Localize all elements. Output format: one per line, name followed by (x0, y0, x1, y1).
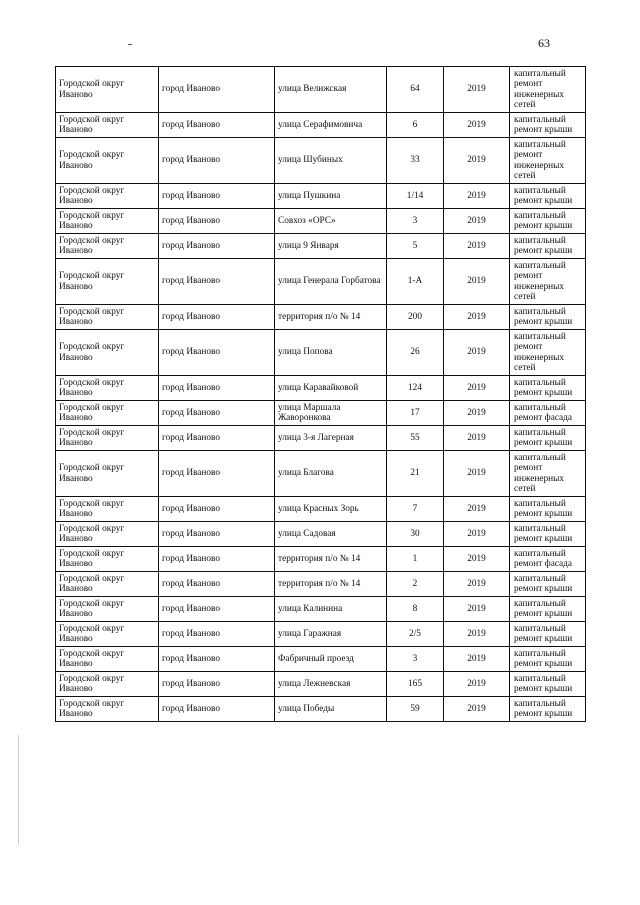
cell-city: город Иваново (159, 597, 275, 622)
cell-city: город Иваново (159, 522, 275, 547)
cell-work-type: капитальный ремонт крыши (510, 113, 586, 138)
cell-work-type: капитальный ремонт крыши (510, 184, 586, 209)
cell-house: 8 (387, 597, 444, 622)
scan-artifact (128, 44, 132, 45)
cell-street: улица Калинина (275, 597, 387, 622)
cell-year: 2019 (444, 697, 510, 722)
table-row (56, 672, 586, 697)
cell-street: Фабричный проезд (275, 647, 387, 672)
cell-street: улица Благова (275, 451, 387, 497)
cell-district: Городской округ Иваново (56, 547, 159, 572)
cell-street: улица Красных Зорь (275, 497, 387, 522)
cell-street: Совхоз «ОРС» (275, 209, 387, 234)
cell-year: 2019 (444, 426, 510, 451)
cell-city: город Иваново (159, 672, 275, 697)
cell-street: улица Лежневская (275, 672, 387, 697)
cell-street: территория п/о № 14 (275, 547, 387, 572)
cell-house: 30 (387, 522, 444, 547)
cell-year: 2019 (444, 647, 510, 672)
cell-work-type: капитальный ремонт крыши (510, 647, 586, 672)
cell-city: город Иваново (159, 305, 275, 330)
cell-street: улица Шубиных (275, 138, 387, 184)
cell-district: Городской округ Иваново (56, 330, 159, 376)
cell-year: 2019 (444, 184, 510, 209)
cell-year: 2019 (444, 572, 510, 597)
cell-work-type: капитальный ремонт крыши (510, 305, 586, 330)
cell-district: Городской округ Иваново (56, 597, 159, 622)
cell-house: 6 (387, 113, 444, 138)
cell-year: 2019 (444, 113, 510, 138)
repair-schedule-table (55, 66, 586, 722)
cell-work-type: капитальный ремонт инженерных сетей (510, 259, 586, 305)
cell-district: Городской округ Иваново (56, 234, 159, 259)
cell-district: Городской округ Иваново (56, 259, 159, 305)
table-row (56, 234, 586, 259)
cell-street: улица Садовая (275, 522, 387, 547)
cell-house: 3 (387, 647, 444, 672)
cell-work-type: капитальный ремонт крыши (510, 572, 586, 597)
cell-year: 2019 (444, 259, 510, 305)
cell-city: город Иваново (159, 184, 275, 209)
cell-work-type: капитальный ремонт фасада (510, 401, 586, 426)
cell-work-type: капитальный ремонт крыши (510, 426, 586, 451)
cell-house: 3 (387, 209, 444, 234)
table-row (56, 622, 586, 647)
table-row (56, 401, 586, 426)
cell-house: 26 (387, 330, 444, 376)
cell-work-type: капитальный ремонт крыши (510, 697, 586, 722)
cell-city: город Иваново (159, 622, 275, 647)
cell-district: Городской округ Иваново (56, 426, 159, 451)
cell-district: Городской округ Иваново (56, 184, 159, 209)
cell-district: Городской округ Иваново (56, 209, 159, 234)
cell-district: Городской округ Иваново (56, 376, 159, 401)
cell-street: улица Генерала Горбатова (275, 259, 387, 305)
cell-city: город Иваново (159, 234, 275, 259)
cell-year: 2019 (444, 234, 510, 259)
cell-street: улица Серафимовича (275, 113, 387, 138)
cell-district: Городской округ Иваново (56, 622, 159, 647)
table-row (56, 305, 586, 330)
cell-house: 7 (387, 497, 444, 522)
cell-year: 2019 (444, 597, 510, 622)
cell-year: 2019 (444, 67, 510, 113)
cell-district: Городской округ Иваново (56, 522, 159, 547)
cell-year: 2019 (444, 451, 510, 497)
cell-year: 2019 (444, 305, 510, 330)
table-row (56, 647, 586, 672)
cell-district: Городской округ Иваново (56, 451, 159, 497)
cell-house: 1-А (387, 259, 444, 305)
table-row (56, 209, 586, 234)
cell-house: 33 (387, 138, 444, 184)
cell-year: 2019 (444, 497, 510, 522)
cell-district: Городской округ Иваново (56, 138, 159, 184)
cell-street: улица Гаражная (275, 622, 387, 647)
table-row (56, 67, 586, 113)
cell-street: улица Попова (275, 330, 387, 376)
scan-edge-line (18, 735, 19, 845)
cell-district: Городской округ Иваново (56, 672, 159, 697)
cell-city: город Иваново (159, 451, 275, 497)
cell-street: улица Велижская (275, 67, 387, 113)
cell-city: город Иваново (159, 376, 275, 401)
table-row (56, 522, 586, 547)
cell-house: 5 (387, 234, 444, 259)
cell-district: Городской округ Иваново (56, 697, 159, 722)
cell-house: 55 (387, 426, 444, 451)
cell-district: Городской округ Иваново (56, 113, 159, 138)
cell-district: Городской округ Иваново (56, 401, 159, 426)
cell-house: 200 (387, 305, 444, 330)
cell-work-type: капитальный ремонт крыши (510, 209, 586, 234)
table-row (56, 184, 586, 209)
cell-house: 165 (387, 672, 444, 697)
cell-year: 2019 (444, 330, 510, 376)
cell-house: 64 (387, 67, 444, 113)
cell-city: город Иваново (159, 138, 275, 184)
cell-work-type: капитальный ремонт инженерных сетей (510, 330, 586, 376)
cell-city: город Иваново (159, 330, 275, 376)
cell-house: 59 (387, 697, 444, 722)
cell-work-type: капитальный ремонт крыши (510, 672, 586, 697)
cell-work-type: капитальный ремонт крыши (510, 376, 586, 401)
table-row (56, 426, 586, 451)
table-row (56, 697, 586, 722)
cell-street: улица 3-я Лагерная (275, 426, 387, 451)
cell-street: улица Пушкина (275, 184, 387, 209)
cell-year: 2019 (444, 672, 510, 697)
cell-house: 17 (387, 401, 444, 426)
table-row (56, 138, 586, 184)
cell-district: Городской округ Иваново (56, 497, 159, 522)
cell-work-type: капитальный ремонт крыши (510, 234, 586, 259)
cell-work-type: капитальный ремонт инженерных сетей (510, 67, 586, 113)
cell-street: территория п/о № 14 (275, 572, 387, 597)
cell-district: Городской округ Иваново (56, 572, 159, 597)
cell-city: город Иваново (159, 697, 275, 722)
cell-work-type: капитальный ремонт инженерных сетей (510, 138, 586, 184)
cell-year: 2019 (444, 401, 510, 426)
cell-house: 124 (387, 376, 444, 401)
table-row (56, 451, 586, 497)
cell-street: территория п/о № 14 (275, 305, 387, 330)
cell-city: город Иваново (159, 426, 275, 451)
cell-year: 2019 (444, 547, 510, 572)
table-row (56, 259, 586, 305)
cell-year: 2019 (444, 209, 510, 234)
cell-street: улица Победы (275, 697, 387, 722)
cell-work-type: капитальный ремонт крыши (510, 497, 586, 522)
cell-street: улица Маршала Жаворонкова (275, 401, 387, 426)
cell-house: 2 (387, 572, 444, 597)
cell-year: 2019 (444, 376, 510, 401)
table-row (56, 597, 586, 622)
cell-work-type: капитальный ремонт фасада (510, 547, 586, 572)
cell-street: улица 9 Января (275, 234, 387, 259)
cell-house: 1/14 (387, 184, 444, 209)
cell-city: город Иваново (159, 547, 275, 572)
table-row (56, 572, 586, 597)
table-row (56, 497, 586, 522)
table-row (56, 547, 586, 572)
cell-district: Городской округ Иваново (56, 305, 159, 330)
cell-work-type: капитальный ремонт крыши (510, 522, 586, 547)
cell-year: 2019 (444, 522, 510, 547)
cell-city: город Иваново (159, 572, 275, 597)
cell-city: город Иваново (159, 209, 275, 234)
cell-city: город Иваново (159, 259, 275, 305)
cell-year: 2019 (444, 622, 510, 647)
cell-city: город Иваново (159, 401, 275, 426)
cell-year: 2019 (444, 138, 510, 184)
cell-house: 1 (387, 547, 444, 572)
table-body (56, 67, 586, 722)
cell-city: город Иваново (159, 113, 275, 138)
cell-work-type: капитальный ремонт крыши (510, 622, 586, 647)
page-number: 63 (538, 36, 550, 50)
cell-work-type: капитальный ремонт инженерных сетей (510, 451, 586, 497)
cell-district: Городской округ Иваново (56, 67, 159, 113)
cell-work-type: капитальный ремонт крыши (510, 597, 586, 622)
cell-district: Городской округ Иваново (56, 647, 159, 672)
cell-city: город Иваново (159, 647, 275, 672)
cell-city: город Иваново (159, 497, 275, 522)
cell-house: 2/5 (387, 622, 444, 647)
table-row (56, 330, 586, 376)
table-row (56, 376, 586, 401)
table-row (56, 113, 586, 138)
cell-street: улица Каравайковой (275, 376, 387, 401)
cell-city: город Иваново (159, 67, 275, 113)
cell-house: 21 (387, 451, 444, 497)
